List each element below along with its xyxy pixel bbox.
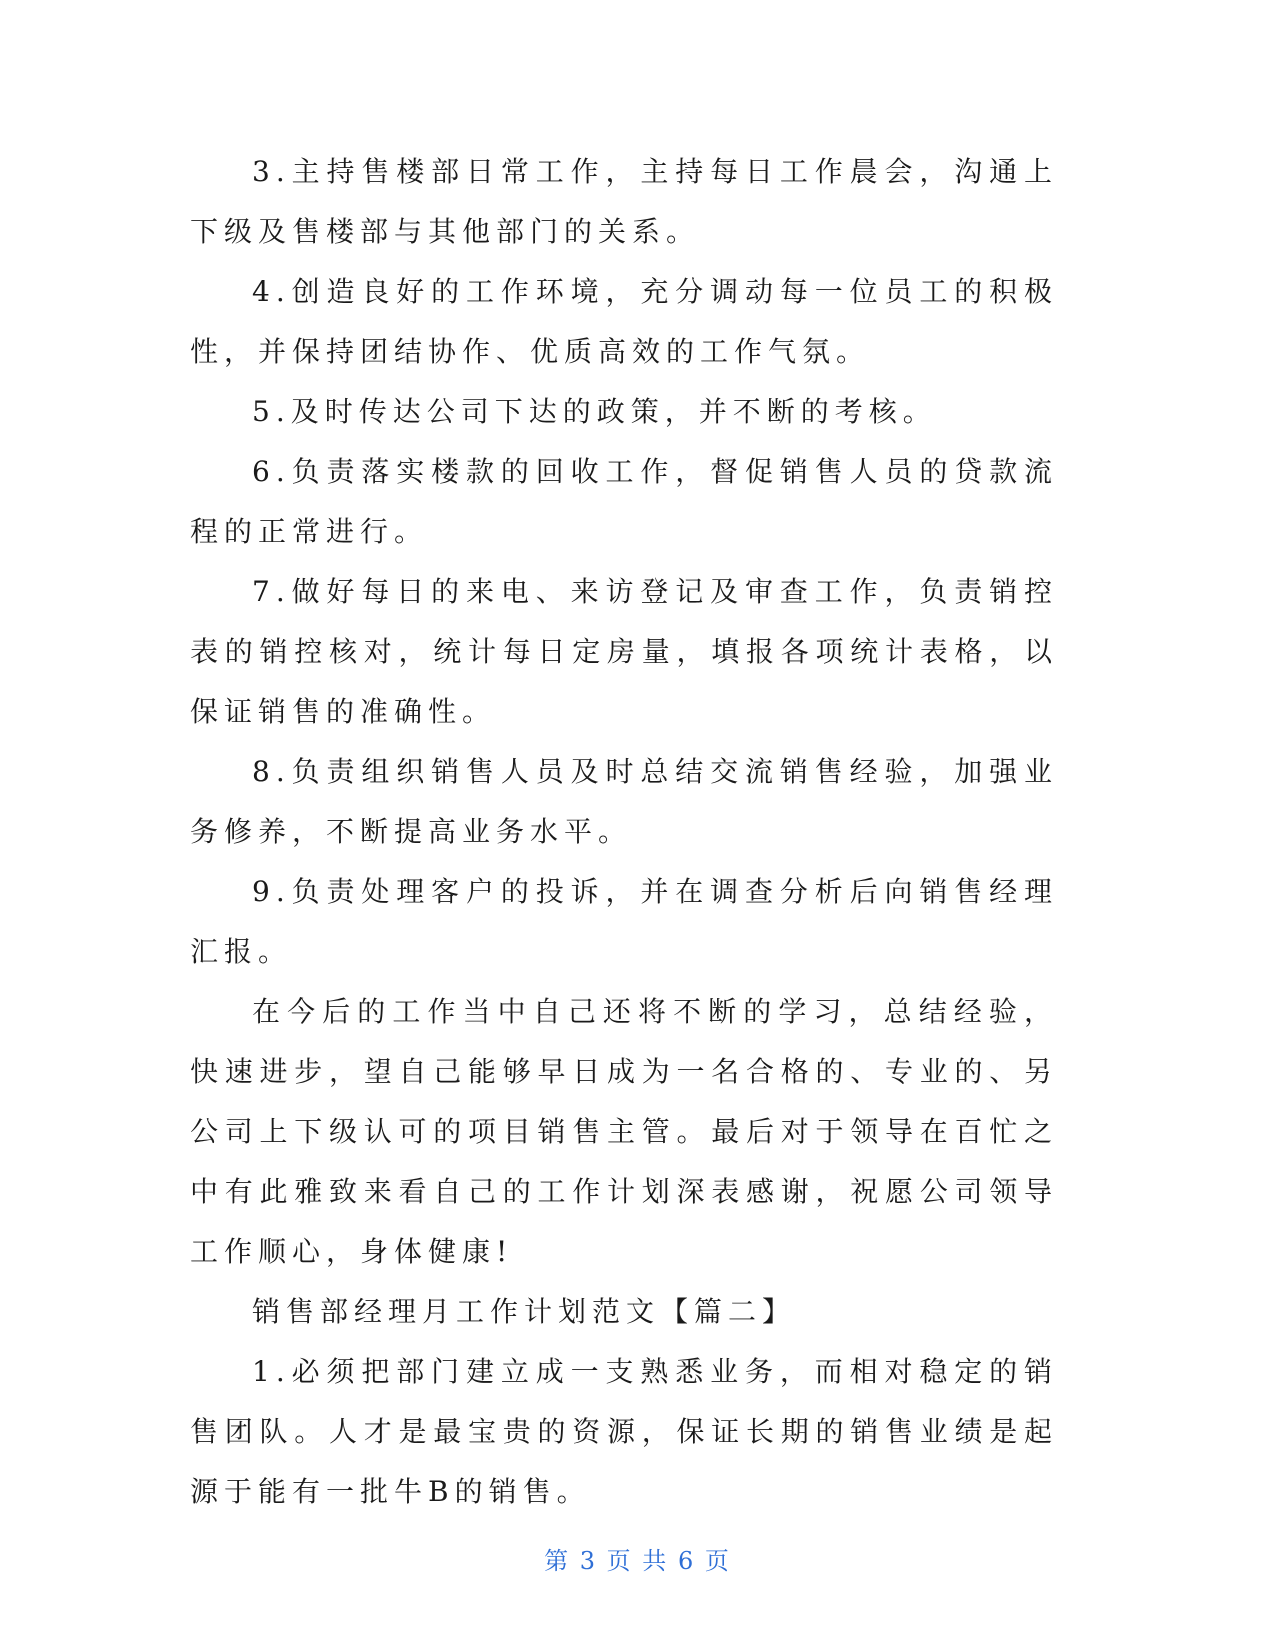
paragraph-item-5: 5.及时传达公司下达的政策，并不断的考核。 bbox=[252, 395, 937, 428]
paragraph-item-1: 1.必须把部门建立成一支熟悉业务，而相对稳定的销售团队。人才是最宝贵的资源，保证长期的销售业绩是起源于能有一批牛B的销售。 bbox=[190, 1355, 1058, 1508]
page-footer bbox=[0, 1541, 1275, 1576]
paragraph-conclusion: 在今后的工作当中自己还将不断的学习，总结经验，快速进步，望自己能够早日成为一名合格的、专业的、另公司上下级认可的项目销售主管。最后对于领导在百忙之中有此雅致来看自己的工作计划深表感谢，祝愿公司领导工作顺心，身体健康! bbox=[190, 995, 1058, 1268]
document-body bbox=[190, 142, 1058, 1522]
paragraph-item-8: 8.负责组织销售人员及时总结交流销售经验，加强业务修养，不断提高业务水平。 bbox=[190, 755, 1058, 848]
section-heading: 销售部经理月工作计划范文【篇二】 bbox=[252, 1295, 797, 1328]
paragraph-item-4: 4.创造良好的工作环境，充分调动每一位员工的积极性，并保持团结协作、优质高效的工作气氛。 bbox=[190, 275, 1058, 368]
paragraph-item-6: 6.负责落实楼款的回收工作，督促销售人员的贷款流程的正常进行。 bbox=[190, 455, 1058, 548]
paragraph-item-7: 7.做好每日的来电、来访登记及审查工作，负责销控表的销控核对，统计每日定房量，填报各项统计表格，以保证销售的准确性。 bbox=[190, 575, 1058, 728]
paragraph-item-9: 9.负责处理客户的投诉，并在调查分析后向销售经理汇报。 bbox=[190, 875, 1058, 968]
paragraph-item-3: 3.主持售楼部日常工作，主持每日工作晨会，沟通上下级及售楼部与其他部门的关系。 bbox=[190, 155, 1058, 248]
page-number-label: 第 3 页 共 6 页 bbox=[544, 1547, 731, 1575]
